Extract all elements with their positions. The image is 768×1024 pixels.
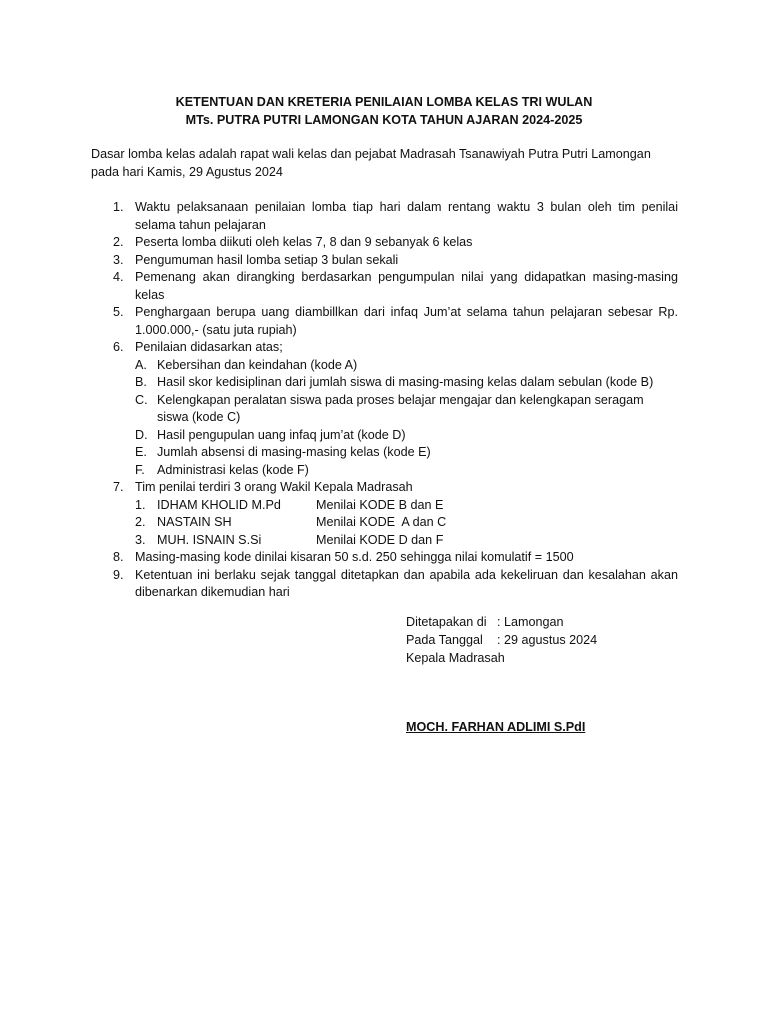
list-item	[91, 269, 678, 304]
list-item-number: 5.	[113, 305, 124, 319]
criteria-item	[135, 444, 678, 462]
criteria-letter: E.	[135, 445, 147, 459]
judge-role: Menilai KODE D dan F	[316, 532, 444, 547]
criteria-text: Kelengkapan peralatan siswa pada proses belajar mengajar dan kelengkapan seragam siswa (kode C)	[157, 392, 644, 424]
list-item-number: 9.	[113, 567, 124, 582]
criteria-letter: B.	[135, 375, 147, 389]
judge-name: NASTAIN SH	[157, 515, 232, 529]
judge-row	[135, 514, 678, 532]
judge-role: Menilai KODE B dan E	[316, 497, 444, 512]
list-item	[91, 567, 678, 602]
criteria-letter: A.	[135, 357, 147, 372]
signature-date-line	[406, 632, 706, 650]
list-item	[91, 234, 678, 252]
judge-name: IDHAM KHOLID M.Pd	[157, 497, 281, 512]
criteria-text: Jumlah absensi di masing-masing kelas (kode E)	[157, 445, 431, 459]
list-item-text: Ketentuan ini berlaku sejak tanggal ditetapkan dan apabila ada kekeliruan dan kesalahan akan dibenarkan dikemudian hari	[135, 567, 678, 599]
signature-place-value: : Lamongan	[497, 615, 564, 629]
document-title-line-2: MTs. PUTRA PUTRI LAMONGAN KOTA TAHUN AJARAN 2024-2025	[185, 113, 583, 127]
judge-row	[135, 497, 678, 515]
signature-date-value: : 29 agustus 2024	[497, 633, 598, 647]
list-item-text: Pengumuman hasil lomba setiap 3 bulan sekali	[135, 252, 399, 267]
list-item	[91, 252, 678, 270]
judge-number: 3.	[135, 532, 146, 547]
list-item-text: Peserta lomba diikuti oleh kelas 7, 8 dan 9 sebanyak 6 kelas	[135, 235, 473, 249]
criteria-letter: C.	[135, 392, 148, 407]
signatory-name: MOCH. FARHAN ADLIMI S.PdI	[406, 720, 586, 734]
list-item-text: Penghargaan berupa uang diambillkan dari infaq Jum’at selama tahun pelajaran sebesar Rp. 1.000.000,- (satu juta rupiah)	[135, 305, 678, 337]
signature-position: Kepala Madrasah	[406, 651, 505, 665]
list-item-text: Pemenang akan dirangking berdasarkan pengumpulan nilai yang didapatkan masing-masing kelas	[135, 270, 678, 302]
judge-role: Menilai KODE A dan C	[316, 515, 447, 529]
list-item-number: 3.	[113, 252, 124, 267]
criteria-letter: F.	[135, 462, 145, 477]
list-item-text: Masing-masing kode dinilai kisaran 50 s.d. 250 sehingga nilai komulatif = 1500	[135, 550, 574, 564]
criteria-letter: D.	[135, 427, 148, 442]
list-item-number: 1.	[113, 200, 124, 214]
judge-number: 1.	[135, 497, 146, 512]
signature-place-label: Ditetapakan di	[406, 615, 487, 629]
criteria-item	[135, 392, 678, 427]
list-item-text: Penilaian didasarkan atas;	[135, 340, 283, 354]
signature-date-label: Pada Tanggal	[406, 633, 483, 647]
list-item-number: 6.	[113, 340, 124, 354]
criteria-text: Hasil skor kedisiplinan dari jumlah siswa di masing-masing kelas dalam sebulan (kode B)	[157, 375, 654, 389]
signature-place-line	[406, 614, 706, 632]
signature-block	[406, 614, 706, 668]
list-item-number: 2.	[113, 235, 124, 249]
criteria-item	[135, 357, 678, 375]
list-item-number: 7.	[113, 480, 124, 494]
rules-list	[91, 199, 678, 602]
judge-row	[135, 532, 678, 550]
list-item	[91, 199, 678, 234]
list-item	[91, 549, 678, 567]
intro-paragraph: Dasar lomba kelas adalah rapat wali kelas dan pejabat Madrasah Tsanawiyah Putra Putri Lamongan pada hari Kamis, 29 Agustus 2024	[91, 147, 651, 179]
criteria-item	[135, 427, 678, 445]
list-item	[91, 479, 678, 549]
list-item-text: Tim penilai terdiri 3 orang Wakil Kepala Madrasah	[135, 480, 413, 494]
document-title-line-1: KETENTUAN DAN KRETERIA PENILAIAN LOMBA KELAS TRI WULAN	[175, 95, 593, 109]
judge-number: 2.	[135, 515, 146, 529]
judge-name: MUH. ISNAIN S.Si	[157, 532, 262, 547]
list-item-number: 4.	[113, 270, 124, 284]
list-item	[91, 304, 678, 339]
list-item-text: Waktu pelaksanaan penilaian lomba tiap hari dalam rentang waktu 3 bulan oleh tim penilai selama tahun pelajaran	[135, 200, 678, 232]
criteria-text: Kebersihan dan keindahan (kode A)	[157, 357, 358, 372]
criteria-item	[135, 374, 678, 392]
criteria-item	[135, 462, 678, 480]
criteria-text: Hasil pengupulan uang infaq jum’at (kode D)	[157, 427, 406, 442]
list-item	[91, 339, 678, 479]
list-item-number: 8.	[113, 550, 124, 564]
criteria-text: Administrasi kelas (kode F)	[157, 462, 309, 477]
